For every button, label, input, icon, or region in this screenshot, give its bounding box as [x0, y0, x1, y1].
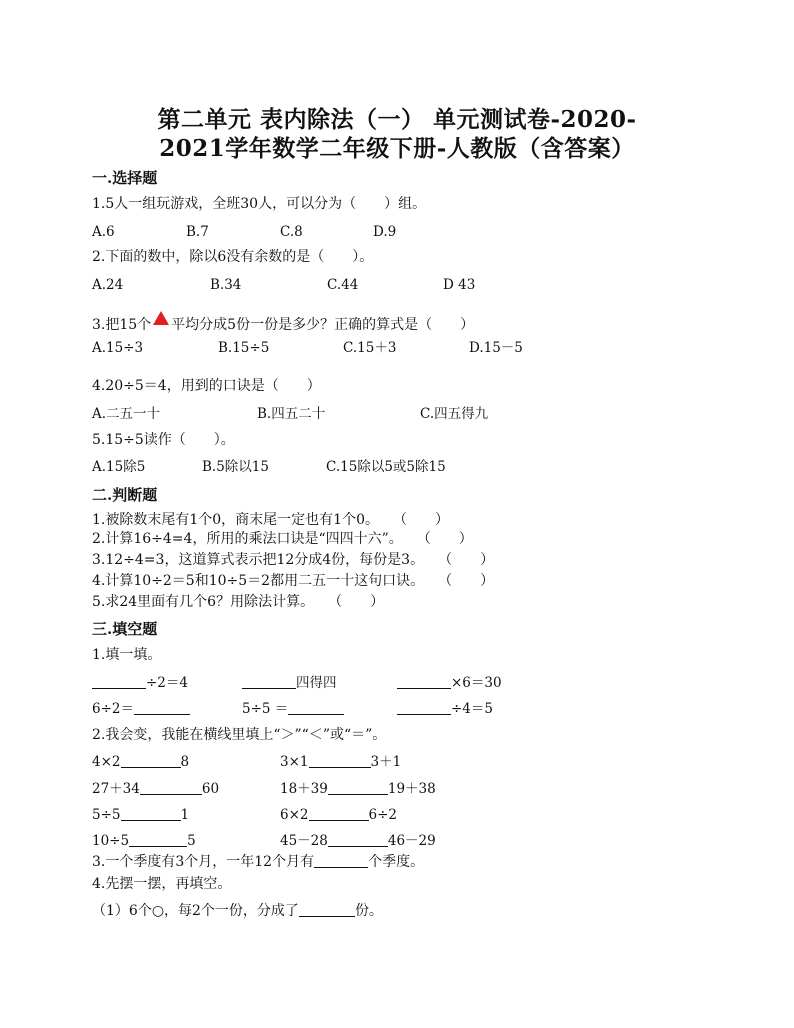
- judgement-item-1: 1.被除数末尾有1个0，商末尾一定也有1个0。 （ ）: [92, 512, 449, 528]
- answer-blank[interactable]: [242, 674, 296, 689]
- fill-question-3-text: 3.一个季度有3个月，一年12个月有 个季度。: [92, 854, 425, 870]
- answer-blank[interactable]: [92, 674, 146, 689]
- judgement-item-4: 4.计算10÷2＝5和10÷5＝2都用二五一十这句口诀。 （ ）: [92, 573, 495, 589]
- answer-blank[interactable]: [397, 674, 451, 689]
- fill-row1-item2: 四得四: [242, 673, 337, 693]
- answer-blank[interactable]: [129, 832, 187, 847]
- question-3-text: [92, 311, 474, 335]
- triangle-icon: [153, 311, 169, 325]
- answer-blank[interactable]: [140, 780, 202, 795]
- question-2-option-a: A.24: [92, 277, 124, 293]
- compare-row1-left: 4×2 8: [92, 754, 190, 770]
- question-4-option-c: C.四五得九: [420, 406, 489, 422]
- compare-row3-left: 5÷5 1: [92, 807, 190, 823]
- question-1-option-b: B.7: [186, 224, 209, 240]
- question-1-text: 1.5人一组玩游戏，全班30人，可以分为（ ）组。: [92, 196, 427, 212]
- question-2-text: 2.下面的数中，除以6没有余数的是（ ）。: [92, 249, 374, 265]
- fill-row1-item1: ÷2＝4: [92, 673, 188, 693]
- title-line-2: 2021学年数学二年级下册-人教版（含答案）: [159, 135, 635, 162]
- compare-row2-left: 27＋34 60: [92, 781, 220, 797]
- question-1-option-a: A.6: [92, 224, 115, 240]
- question-3-text-after: 平均分成5份一份是多少？正确的算式是（ ）: [171, 317, 475, 333]
- fill-row2-item3: ÷4＝5: [397, 699, 493, 719]
- fill-row2-item1: 6÷2＝: [92, 699, 190, 719]
- question-3-text-before: 3.把15个: [92, 317, 152, 333]
- answer-blank[interactable]: [121, 753, 181, 768]
- judgement-item-2: 2.计算16÷4=4，所用的乘法口诀是“四四十六”。 （ ）: [92, 531, 473, 547]
- answer-blank[interactable]: [314, 853, 368, 868]
- answer-blank[interactable]: [288, 700, 344, 715]
- question-4-text: 4.20÷5＝4，用到的口诀是（ ）: [92, 378, 321, 394]
- compare-row3-right: 6×2 6÷2: [280, 807, 397, 823]
- fill-row1-item3: ×6＝30: [397, 673, 502, 693]
- answer-blank[interactable]: [121, 806, 181, 821]
- answer-blank[interactable]: [328, 780, 388, 795]
- section-heading-fill: 三.填空题: [92, 620, 158, 638]
- question-4-option-a: A.二五一十: [92, 406, 161, 422]
- answer-blank[interactable]: [134, 700, 190, 715]
- judgement-item-5: 5.求24里面有几个6？用除法计算。 （ ）: [92, 594, 385, 610]
- fill-question-4-sub-1: （1）6个○，每2个一份，分成了 份。: [92, 903, 383, 919]
- question-2-option-b: B.34: [210, 277, 242, 293]
- question-3-option-a: A.15÷3: [92, 340, 144, 356]
- fill-question-2-text: 2.我会变，我能在横线里填上“＞”“＜”或“＝”。: [92, 727, 387, 743]
- question-2-option-d: D 43: [443, 277, 476, 293]
- section-heading-choice: 一.选择题: [92, 169, 158, 187]
- answer-blank[interactable]: [309, 753, 371, 768]
- question-2-option-c: C.44: [327, 277, 359, 293]
- answer-blank[interactable]: [299, 902, 355, 917]
- answer-blank[interactable]: [309, 806, 369, 821]
- question-3-option-c: C.15＋3: [343, 340, 397, 356]
- compare-row4-right: 45－28 46－29: [280, 833, 436, 849]
- title-line-1: 第二单元 表内除法（一） 单元测试卷-2020-: [157, 106, 637, 133]
- fill-question-4-text: 4.先摆一摆，再填空。: [92, 876, 232, 892]
- compare-row1-right: 3×1 3＋1: [280, 754, 402, 770]
- answer-blank[interactable]: [397, 700, 451, 715]
- question-5-text: 5.15÷5读作（ ）。: [92, 432, 235, 448]
- section-heading-judgement: 二.判断题: [92, 486, 158, 504]
- question-5-option-c: C.15除以5或5除15: [326, 459, 446, 475]
- question-5-option-a: A.15除5: [92, 459, 146, 475]
- answer-blank[interactable]: [328, 832, 388, 847]
- question-1-option-d: D.9: [373, 224, 397, 240]
- question-4-option-b: B.四五二十: [257, 406, 326, 422]
- question-1-option-c: C.8: [280, 224, 303, 240]
- question-3-option-b: B.15÷5: [218, 340, 270, 356]
- fill-question-1-text: 1.填一填。: [92, 647, 162, 663]
- compare-row4-left: 10÷5 5: [92, 833, 196, 849]
- question-5-option-b: B.5除以15: [202, 459, 269, 475]
- question-3-option-d: D.15－5: [469, 340, 523, 356]
- judgement-item-3: 3.12÷4=3，这道算式表示把12分成4份，每份是3。 （ ）: [92, 552, 495, 568]
- compare-row2-right: 18＋39 19＋38: [280, 781, 436, 797]
- fill-row2-item2: 5÷5 ＝: [242, 699, 344, 719]
